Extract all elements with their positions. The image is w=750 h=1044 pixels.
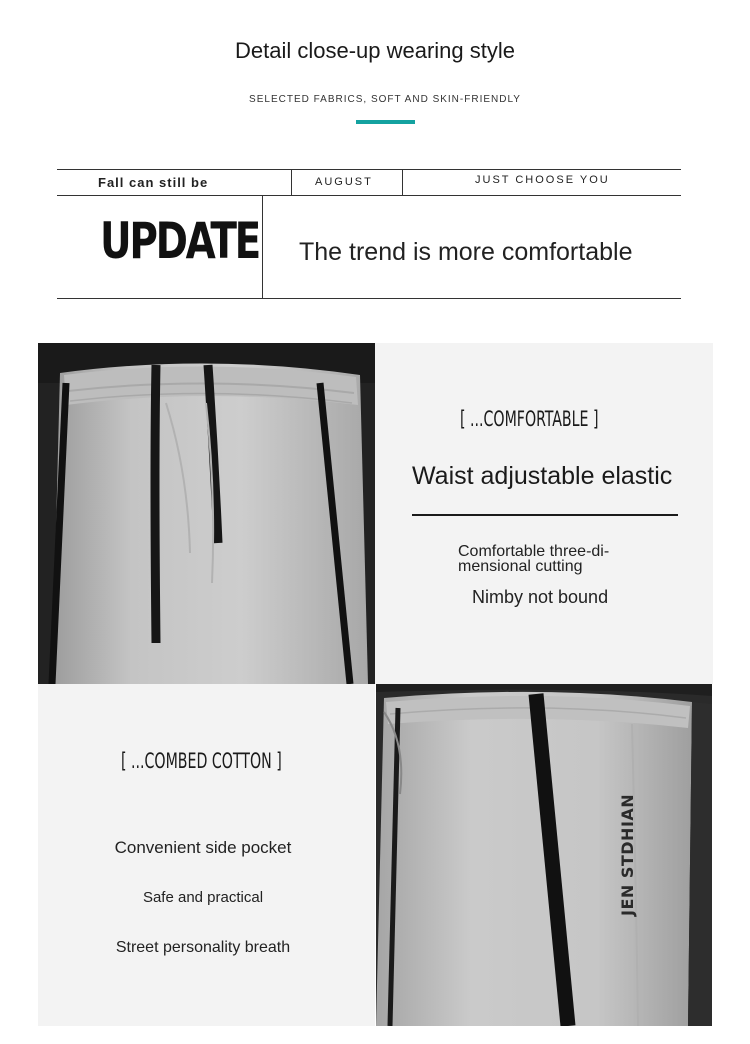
banner-cell-just-choose: JUST CHOOSE YOU (475, 174, 610, 186)
banner-cell-fall: Fall can still be (98, 175, 209, 190)
waist-photo (38, 343, 375, 684)
banner-divider-3 (262, 195, 263, 298)
feature-1-line-1: Comfortable three-di-mensional cutting (458, 543, 610, 575)
banner-headline: UPDATE (100, 212, 259, 270)
banner-mid-rule (57, 195, 681, 196)
feature-2-line-3: Street personality breath (115, 939, 291, 956)
feature-2-line-2: Safe and practical (142, 889, 264, 906)
feature-1-line-2: Nimby not bound (472, 587, 609, 607)
feature-1-heading: [ ...COMFORTABLE ] (460, 407, 599, 431)
jen-stdhian-print-text: JEN STDHIAN (618, 793, 637, 916)
accent-bar (356, 120, 415, 124)
banner-cell-august: AUGUST (315, 176, 373, 188)
banner-divider-2 (402, 169, 403, 195)
banner-tagline: The trend is more comfortable (299, 238, 633, 266)
banner-divider-1 (291, 169, 292, 195)
pants-pocket-image (376, 684, 712, 1026)
pants-waist-image (38, 343, 375, 684)
feature-1-title: Waist adjustable elastic (412, 462, 673, 490)
feature-2-heading: [ ...COMBED COTTON ] (121, 749, 282, 773)
jen-stdhian-print (618, 794, 637, 917)
feature-1-rule (412, 514, 678, 516)
banner-bottom-rule (57, 298, 681, 299)
pocket-photo (376, 684, 712, 1026)
feature-2-line-1: Convenient side pocket (114, 838, 292, 857)
page-subtitle: SELECTED FABRICS, SOFT AND SKIN-FRIENDLY (249, 94, 521, 105)
banner-top-rule (57, 169, 681, 170)
feature-panel-comfortable (375, 343, 713, 684)
feature-panel-combed-cotton (38, 684, 375, 1026)
page-title: Detail close-up wearing style (234, 38, 516, 63)
